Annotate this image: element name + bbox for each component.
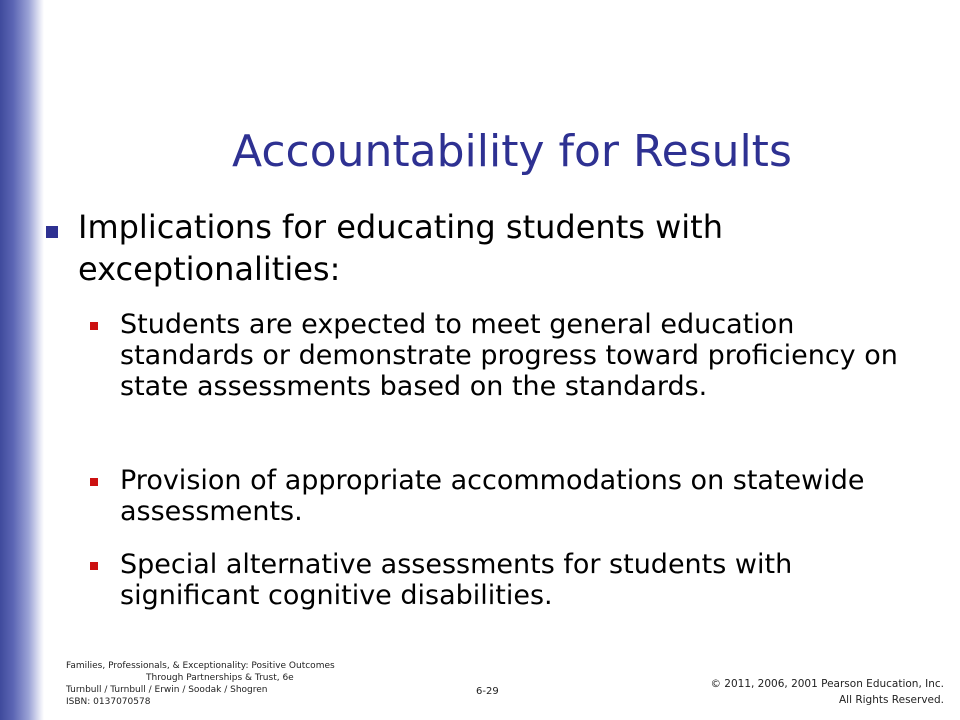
slide-title: Accountability for Results [232, 126, 792, 177]
sub-bullet-text-1: Students are expected to meet general education standards or demonstrate progress toward proficiency on state assessments based on the standards. [120, 309, 898, 402]
decorative-side-bar [0, 0, 44, 720]
sub-bullet-text-2: Provision of appropriate accommodations on statewide assessments. [120, 465, 865, 527]
book-title-line1: Families, Professionals, & Exceptionality: Positive Outcomes [66, 661, 335, 671]
sub-bullet-marker-1 [90, 322, 98, 330]
book-citation [66, 660, 386, 708]
page-number: 6-29 [476, 686, 499, 697]
book-title-line2: Through Partnerships & Trust, 6e [146, 673, 294, 683]
copyright-line2: All Rights Reserved. [838, 694, 944, 706]
sub-bullet-text-3: Special alternative assessments for students with significant cognitive disabilities. [120, 549, 793, 611]
main-bullet-text: Implications for educating students with exceptionalities: [78, 208, 723, 288]
sub-bullet-marker-3 [90, 562, 98, 570]
copyright-notice [710, 676, 944, 708]
sub-bullet-marker-2 [90, 478, 98, 486]
copyright-line1: © 2011, 2006, 2001 Pearson Education, Inc. [710, 678, 944, 690]
main-bullet-marker [46, 226, 58, 238]
book-authors: Turnbull / Turnbull / Erwin / Soodak / Shogren [66, 685, 268, 695]
book-isbn: ISBN: 0137070578 [66, 697, 151, 707]
